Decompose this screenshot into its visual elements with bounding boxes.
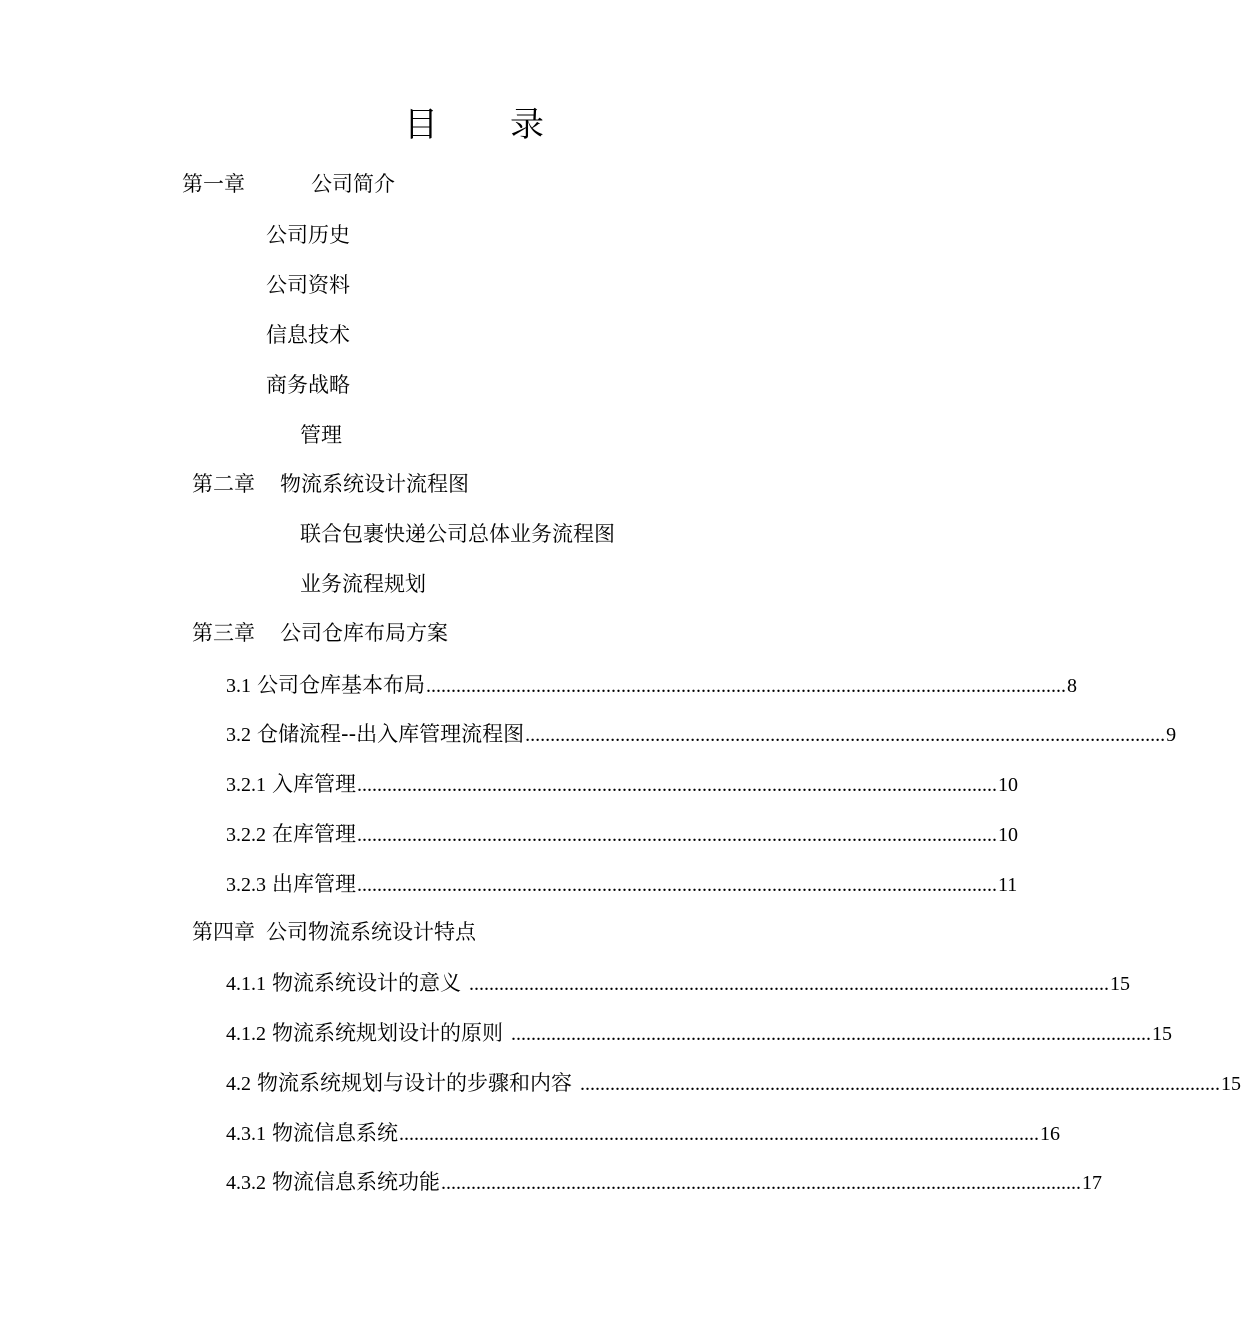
toc-title-char-1: 目 <box>404 105 438 145</box>
chapter-number: 第一章 <box>182 172 245 196</box>
entry-number: 3.2.3 <box>226 874 266 896</box>
dot-leader: ................................................................................................................................ <box>399 1123 1039 1145</box>
chapter-3-heading[interactable] <box>192 618 448 648</box>
entry-label: 出库管理 <box>272 872 356 896</box>
toc-entry[interactable] <box>226 769 1018 799</box>
entry-number: 3.2 <box>226 724 251 746</box>
entry-page-number: 11 <box>998 874 1018 896</box>
toc-entry[interactable] <box>226 1018 1172 1048</box>
chapter-name: 物流系统设计流程图 <box>280 472 469 496</box>
toc-title-char-2: 录 <box>510 105 544 145</box>
entry-page-number: 15 <box>1221 1073 1241 1095</box>
chapter-name: 公司物流系统设计特点 <box>266 920 476 944</box>
toc-item[interactable]: 业务流程规划 <box>300 572 426 596</box>
toc-entry[interactable] <box>226 670 1077 700</box>
entry-page-number: 15 <box>1110 973 1130 995</box>
entry-label: 入库管理 <box>272 772 356 796</box>
entry-number: 3.2.2 <box>226 824 266 846</box>
entry-label: 物流信息系统功能 <box>272 1170 440 1194</box>
dot-leader: ................................................................................................................................ <box>511 1023 1151 1045</box>
toc-entry[interactable] <box>226 819 1018 849</box>
toc-item[interactable]: 信息技术 <box>266 323 350 347</box>
entry-number: 4.3.2 <box>226 1172 266 1194</box>
toc-entry[interactable] <box>226 869 1018 899</box>
dot-leader: ................................................................................................................................ <box>469 973 1109 995</box>
entry-label: 物流系统设计的意义 <box>272 971 461 995</box>
entry-label: 物流系统规划设计的原则 <box>272 1021 503 1045</box>
entry-page-number: 17 <box>1082 1172 1102 1194</box>
dot-leader: ................................................................................................................................ <box>580 1073 1220 1095</box>
toc-item[interactable]: 联合包裹快递公司总体业务流程图 <box>300 522 615 546</box>
entry-label: 公司仓库基本布局 <box>257 673 425 697</box>
entry-number: 3.1 <box>226 675 251 697</box>
dot-leader: ................................................................................................................................ <box>525 724 1166 746</box>
toc-item[interactable]: 公司资料 <box>266 273 350 297</box>
chapter-number: 第二章 <box>192 472 255 496</box>
dot-leader: ................................................................................................................................ <box>357 774 997 796</box>
entry-label: 在库管理 <box>272 822 356 846</box>
toc-item[interactable]: 公司历史 <box>266 223 350 247</box>
entry-page-number: 10 <box>998 824 1018 846</box>
dot-leader: ................................................................................................................................ <box>441 1172 1081 1194</box>
toc-entry[interactable] <box>226 1167 1102 1197</box>
toc-item[interactable]: 商务战略 <box>266 373 350 397</box>
entry-number: 4.3.1 <box>226 1123 266 1145</box>
dot-leader: ................................................................................................................................ <box>357 824 997 846</box>
entry-label: 仓储流程--出入库管理流程图 <box>257 722 525 746</box>
entry-label: 物流信息系统 <box>272 1121 398 1145</box>
toc-entry[interactable] <box>226 1118 1060 1148</box>
chapter-name: 公司简介 <box>311 172 395 196</box>
toc-item[interactable]: 管理 <box>300 423 342 447</box>
dot-leader: ................................................................................................................................ <box>357 874 997 896</box>
chapter-name: 公司仓库布局方案 <box>280 621 448 645</box>
entry-page-number: 8 <box>1067 675 1077 697</box>
entry-number: 4.1.2 <box>226 1023 266 1045</box>
entry-label: 物流系统规划与设计的步骤和内容 <box>257 1071 572 1095</box>
chapter-number: 第四章 <box>192 920 255 944</box>
chapter-1-heading[interactable] <box>182 169 395 199</box>
entry-number: 3.2.1 <box>226 774 266 796</box>
dot-leader: ................................................................................................................................ <box>426 675 1066 697</box>
entry-page-number: 16 <box>1040 1123 1060 1145</box>
chapter-number: 第三章 <box>192 621 255 645</box>
entry-number: 4.2 <box>226 1073 251 1095</box>
chapter-2-heading[interactable] <box>192 469 469 499</box>
entry-number: 4.1.1 <box>226 973 266 995</box>
entry-page-number: 9 <box>1166 724 1177 746</box>
entry-page-number: 10 <box>998 774 1018 796</box>
toc-entry[interactable] <box>226 1068 1241 1098</box>
toc-entry[interactable] <box>226 968 1130 998</box>
toc-entry[interactable] <box>226 719 1177 749</box>
chapter-4-heading[interactable] <box>192 917 476 947</box>
entry-page-number: 15 <box>1152 1023 1172 1045</box>
